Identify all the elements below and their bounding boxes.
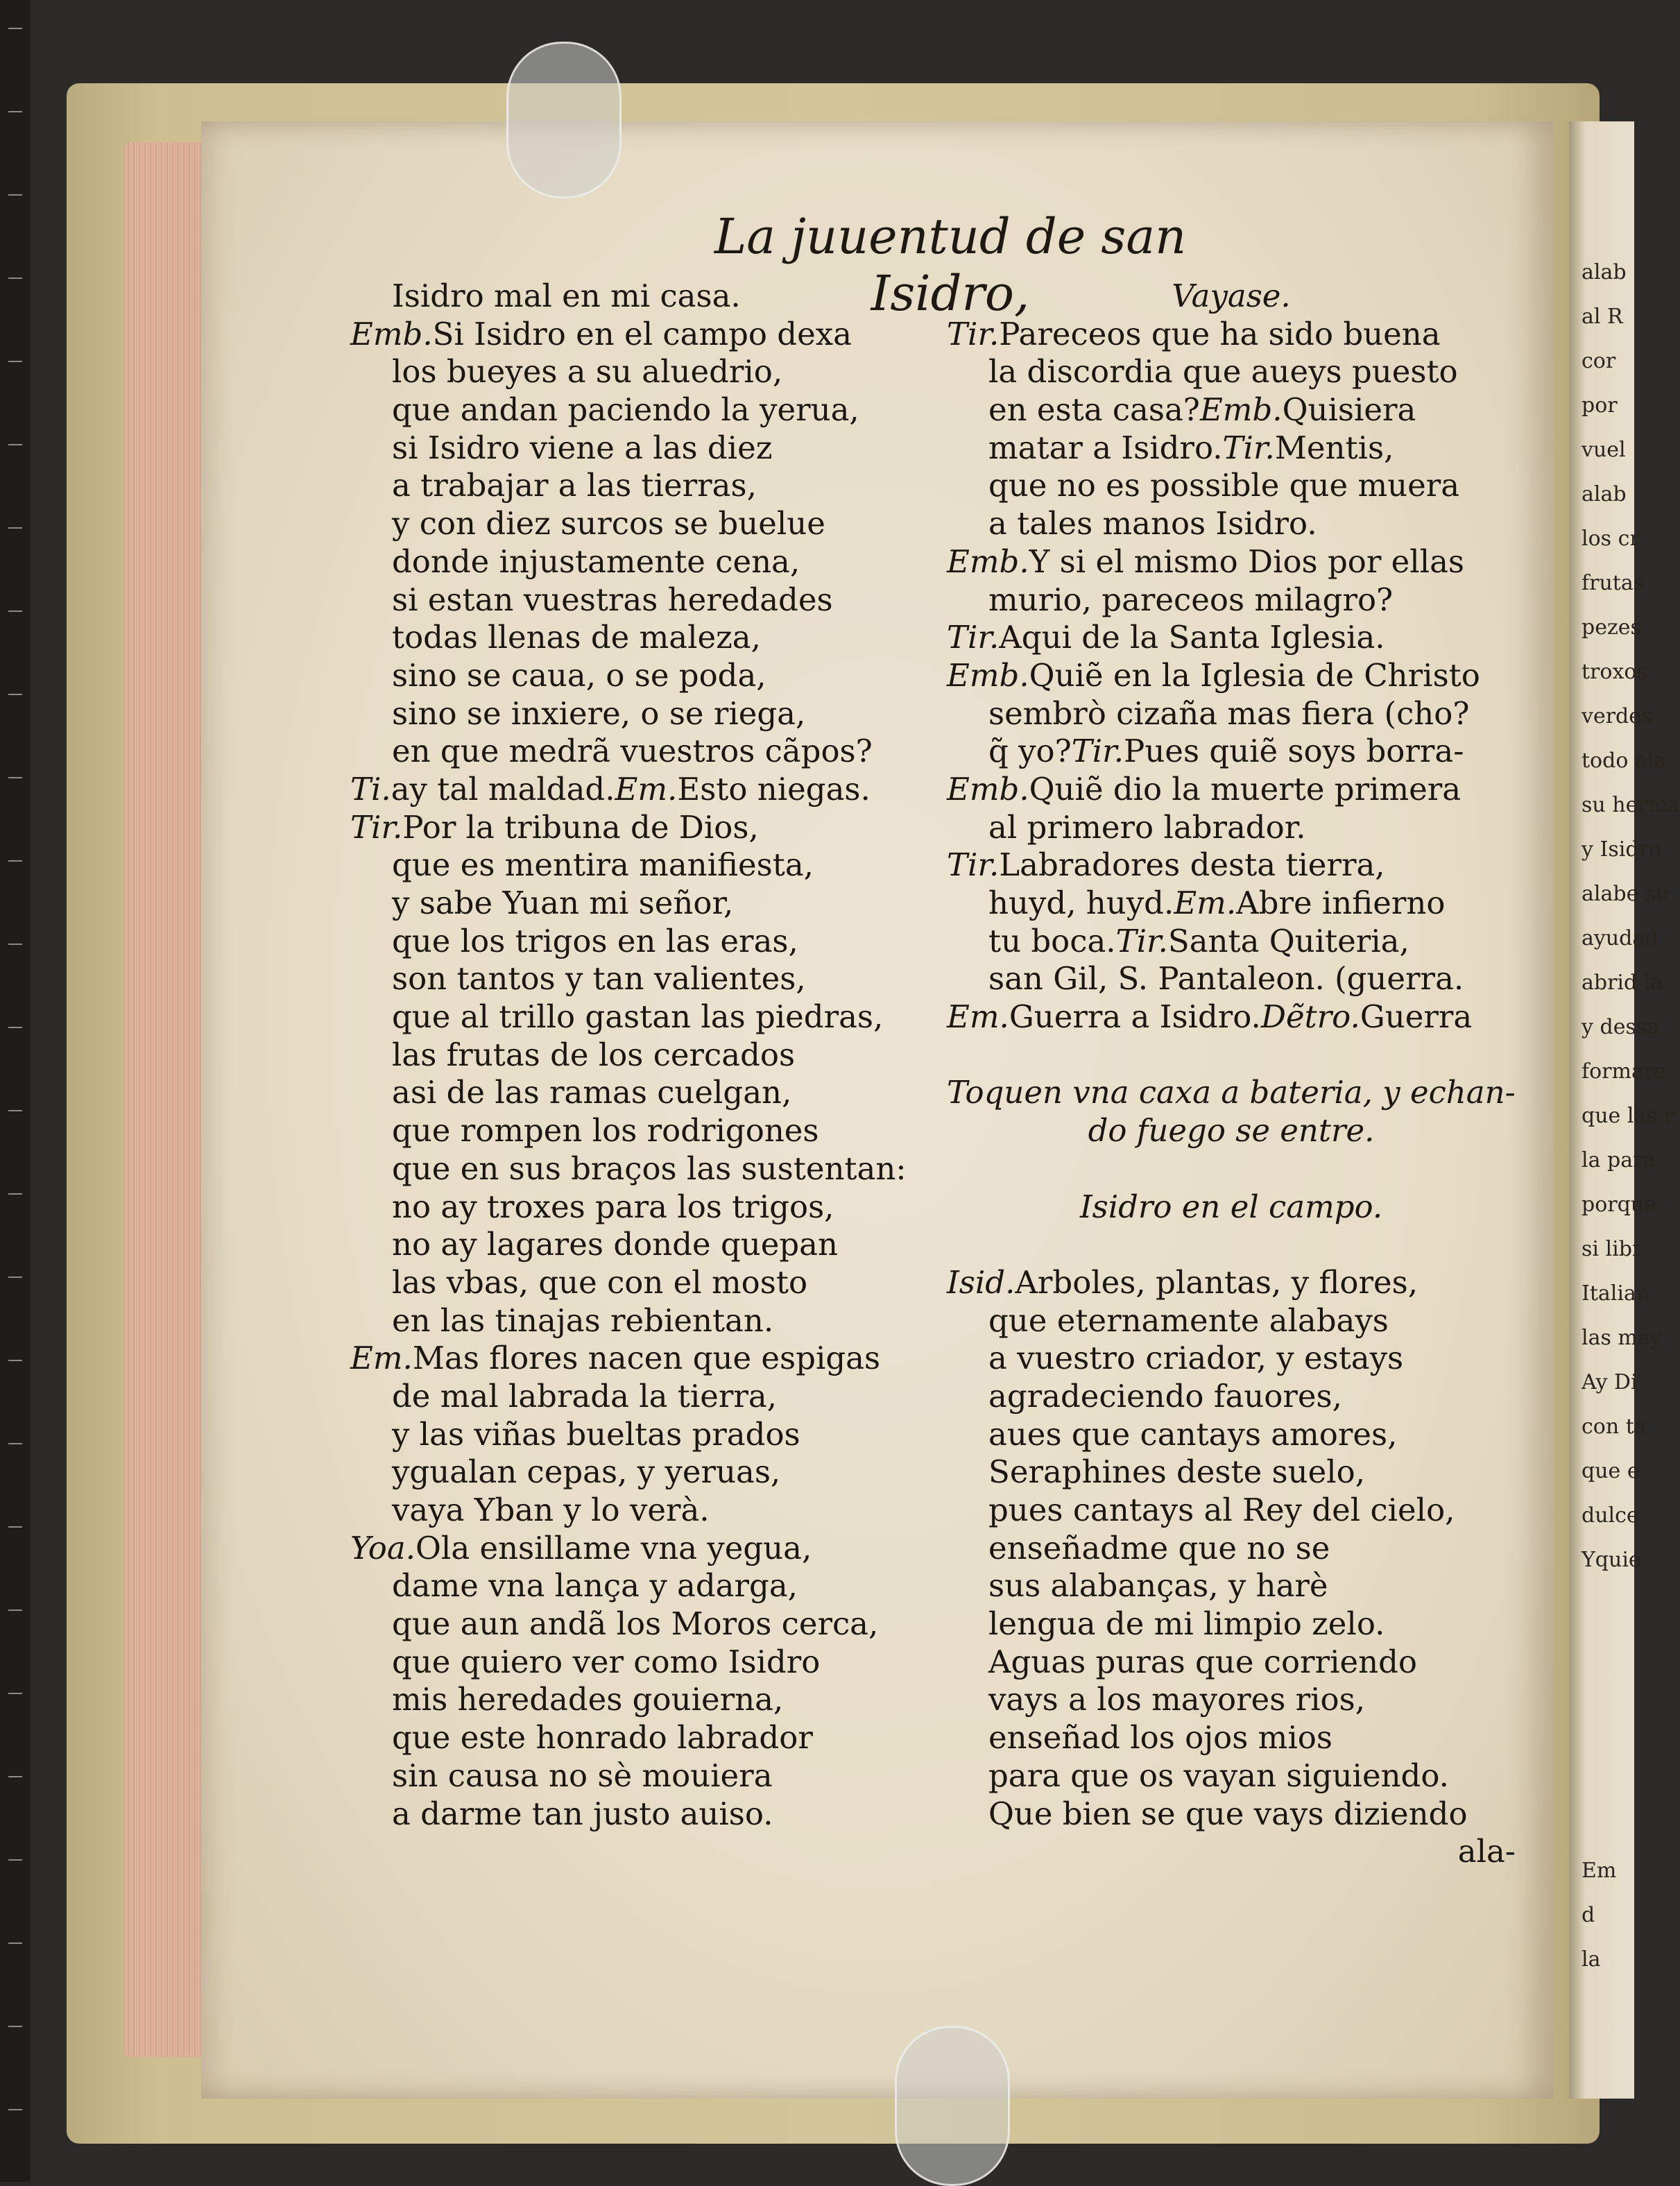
- verse-text: Arboles, plantas, y flores,: [1015, 1263, 1418, 1301]
- speaker-label: Emb.: [350, 315, 433, 352]
- verse-text: ygualan cepas, y yeruas,: [392, 1453, 781, 1491]
- page-clip-bottom: [895, 2026, 1010, 2186]
- facing-page-text: que las r: [1582, 1104, 1674, 1128]
- verse-line: [947, 1757, 1516, 1795]
- verse-line: [947, 771, 1516, 809]
- verse-text: Isidro en el campo.: [1079, 1188, 1383, 1225]
- verse-line: [350, 885, 933, 923]
- verse-line: [350, 657, 933, 695]
- verse-text: vays a los mayores rios,: [988, 1681, 1366, 1718]
- speaker-label: Em.: [1174, 885, 1237, 921]
- verse-line: [947, 353, 1516, 391]
- verse-line: [947, 429, 1516, 468]
- verse-line: [947, 1378, 1516, 1416]
- scale-tick: [8, 1609, 22, 1611]
- verse-line: [350, 1112, 933, 1150]
- scale-tick: [8, 277, 22, 279]
- verse-line: [350, 1074, 933, 1112]
- verse-text: Que bien se que vays diziendo: [988, 1795, 1468, 1832]
- verse-line: [947, 1226, 1516, 1264]
- speaker-label: Em.: [947, 998, 1009, 1036]
- scale-tick: [8, 1110, 22, 1111]
- verse-line: [350, 1302, 933, 1340]
- speaker-label: Isid.: [947, 1263, 1015, 1301]
- verse-line: [350, 1036, 933, 1075]
- verse-text: que quiero ver como Isidro: [392, 1643, 821, 1680]
- verse-line: [947, 1264, 1516, 1302]
- verse-text: agradeciendo fauores,: [988, 1377, 1342, 1415]
- verse-line: [350, 505, 933, 543]
- verse-text: dame vna lança y adarga,: [392, 1567, 798, 1605]
- verse-line: [947, 1567, 1516, 1605]
- verse-line: [947, 1719, 1516, 1757]
- scale-tick: [8, 1360, 22, 1361]
- verse-line: [947, 846, 1516, 885]
- verse-text: Quiẽ en la Iglesia de Christo: [1029, 656, 1480, 694]
- verse-text: y sabe Yuan mi señor,: [392, 885, 734, 921]
- verse-text: sus alabanças, y harè: [988, 1567, 1328, 1605]
- facing-page-text: la para: [1582, 1148, 1656, 1172]
- verse-text: las vbas, que con el mosto: [392, 1263, 808, 1301]
- facing-page-text: por: [1582, 393, 1618, 418]
- verse-text: Pues quiẽ soys borra-: [1124, 733, 1464, 770]
- verse-text: que aun andã los Moros cerca,: [392, 1605, 879, 1643]
- verse-line: [947, 998, 1516, 1036]
- verse-line: [947, 1150, 1516, 1188]
- verse-text: Esto niegas.: [677, 770, 871, 808]
- verse-text: Seraphines deste suelo,: [988, 1453, 1366, 1491]
- verse-text: si Isidro viene a las diez: [392, 429, 773, 466]
- verse-text: donde injustamente cena,: [392, 543, 800, 580]
- verse-line: [350, 998, 933, 1036]
- verse-line: [947, 505, 1516, 543]
- facing-page-text: que e: [1582, 1459, 1640, 1483]
- verse-text: todas llenas de maleza,: [392, 619, 761, 656]
- facing-page-text: Yquie: [1582, 1548, 1641, 1572]
- verse-line: [947, 1074, 1516, 1112]
- speaker-label: Emb.: [947, 543, 1029, 580]
- scale-tick: [8, 777, 22, 778]
- facing-page-text: ayudad: [1582, 926, 1658, 950]
- verse-text: vaya Yban y lo verà.: [392, 1492, 710, 1528]
- verse-text: que es mentira manifiesta,: [392, 846, 814, 884]
- verse-line: [947, 1795, 1516, 1834]
- verse-line: [350, 429, 933, 468]
- verse-text: do fuego se entre.: [1088, 1112, 1375, 1150]
- verse-text: sembrò cizaña mas fiera (cho?: [988, 694, 1470, 732]
- facing-page-text: la: [1582, 1947, 1601, 1972]
- scale-tick: [8, 111, 22, 112]
- scale-tick: [8, 527, 22, 529]
- facing-page-text: su herma: [1582, 793, 1680, 817]
- speaker-label: Tir.: [1115, 922, 1168, 959]
- verse-line: [947, 1605, 1516, 1643]
- verse-text: Ola ensillame vna yegua,: [415, 1529, 812, 1566]
- left-column: [350, 277, 933, 1833]
- facing-page-text: formare: [1582, 1059, 1666, 1084]
- verse-text: lengua de mi limpio zelo.: [988, 1605, 1385, 1643]
- verse-text: en esta casa?: [988, 391, 1200, 429]
- verse-text: tu boca.: [988, 922, 1116, 959]
- verse-text: san Gil, S. Pantaleon. (guerra.: [988, 960, 1464, 998]
- verse-line: [947, 1188, 1516, 1227]
- scale-tick: [8, 1193, 22, 1195]
- scale-tick: [8, 1443, 22, 1444]
- verse-text: a vuestro criador, y estays: [988, 1340, 1404, 1377]
- verse-line: [350, 695, 933, 733]
- verse-text: Mentis,: [1274, 429, 1394, 466]
- verse-line: [350, 809, 933, 847]
- verse-text: al primero labrador.: [988, 808, 1306, 846]
- verse-text: en las tinajas rebientan.: [392, 1301, 774, 1339]
- verse-text: a darme tan justo auiso.: [392, 1795, 773, 1832]
- verse-text: sino se inxiere, o se riega,: [392, 694, 806, 732]
- speaker-label: Ti.: [350, 770, 391, 808]
- scale-tick: [8, 860, 22, 862]
- verse-text: son tantos y tan valientes,: [392, 960, 806, 998]
- speaker-label: Em.: [615, 770, 678, 808]
- verse-text: que este honrado labrador: [392, 1719, 813, 1757]
- speaker-label: Tir.: [947, 846, 1000, 884]
- page-clip-top: [506, 42, 622, 198]
- verse-line: [350, 1795, 933, 1834]
- verse-text: y las viñas bueltas prados: [392, 1415, 800, 1453]
- verse-text: Labradores desta tierra,: [999, 846, 1385, 884]
- verse-text: Aguas puras que corriendo: [988, 1643, 1417, 1680]
- verse-line: [947, 960, 1516, 998]
- facing-page-text: Ay Di: [1582, 1370, 1638, 1394]
- verse-line: [350, 1492, 933, 1530]
- verse-line: [947, 1112, 1516, 1150]
- verse-text: huyd, huyd.: [988, 885, 1174, 921]
- scale-tick: [8, 1526, 22, 1528]
- facing-page-text: Italian: [1582, 1281, 1650, 1306]
- verse-line: [350, 1150, 933, 1188]
- verse-text: que eternamente alabays: [988, 1301, 1389, 1339]
- scale-tick: [8, 2026, 22, 2027]
- facing-page-text: porque: [1582, 1193, 1656, 1217]
- verse-line: [947, 695, 1516, 733]
- facing-page-text: al R: [1582, 305, 1623, 329]
- speaker-label: Tir.: [947, 315, 1000, 352]
- verse-line: [350, 316, 933, 354]
- verse-text: los bueyes a su aluedrio,: [392, 353, 783, 391]
- verse-line: [947, 1453, 1516, 1492]
- verse-line: [947, 1416, 1516, 1454]
- running-head: La juuentud de san Isidro,: [714, 208, 1187, 322]
- verse-line: [350, 1226, 933, 1264]
- scale-tick: [8, 2109, 22, 2110]
- verse-line: [947, 1492, 1516, 1530]
- facing-page-fragment: [1569, 121, 1680, 2099]
- speaker-label: Tir.: [1222, 429, 1275, 466]
- verse-text: ay tal maldad.: [391, 770, 615, 808]
- verse-text: las frutas de los cercados: [392, 1036, 796, 1073]
- verse-line: [350, 923, 933, 961]
- verse-text: Quisiera: [1282, 391, 1416, 429]
- verse-text: que al trillo gastan las piedras,: [392, 998, 884, 1036]
- facing-page-text: todo ala: [1582, 749, 1667, 773]
- verse-line: [947, 1302, 1516, 1340]
- scale-tick: [8, 194, 22, 196]
- verse-line: [947, 467, 1516, 505]
- verse-line: [350, 619, 933, 657]
- verse-line: [947, 1530, 1516, 1568]
- verse-line: [947, 1643, 1516, 1682]
- verse-text: a tales manos Isidro.: [988, 505, 1317, 543]
- verse-line: [350, 1757, 933, 1795]
- verse-line: [947, 543, 1516, 581]
- verse-text: q̃ yo?: [988, 733, 1072, 770]
- facing-page-text: pezes: [1582, 615, 1641, 640]
- verse-line: [947, 923, 1516, 961]
- verse-line: [350, 1453, 933, 1492]
- speaker-label: Emb.: [947, 770, 1029, 808]
- verse-line: [350, 1378, 933, 1416]
- scale-tick: [8, 28, 22, 29]
- verse-line: [947, 733, 1516, 771]
- scale-tick: [8, 361, 22, 362]
- verse-line: [947, 581, 1516, 620]
- verse-text: a trabajar a las tierras,: [392, 467, 757, 504]
- facing-page-text: frutas: [1582, 571, 1645, 595]
- verse-line: [947, 316, 1516, 354]
- verse-text: que rompen los rodrigones: [392, 1112, 819, 1150]
- speaker-label: Tir.: [350, 808, 403, 846]
- verse-line: [947, 391, 1516, 429]
- speaker-label: Dẽtro.: [1260, 998, 1360, 1036]
- facing-page-text: Em: [1582, 1859, 1617, 1883]
- verse-line: [947, 1833, 1516, 1871]
- scale-tick: [8, 1027, 22, 1028]
- facing-page-text: alabe su: [1582, 882, 1670, 906]
- verse-text: Quiẽ dio la muerte primera: [1029, 770, 1462, 808]
- verse-text: y con diez surcos se buelue: [392, 505, 825, 543]
- scale-tick: [8, 1859, 22, 1861]
- verse-text: Y si el mismo Dios por ellas: [1029, 543, 1465, 580]
- right-column: [947, 277, 1516, 1871]
- facing-page-text: los cr: [1582, 527, 1640, 551]
- verse-text: que los trigos en las eras,: [392, 922, 798, 959]
- verse-line: [350, 1681, 933, 1719]
- facing-page-text: y Isidro: [1582, 837, 1661, 862]
- verse-line: [350, 277, 933, 316]
- verse-text: de mal labrada la tierra,: [392, 1377, 778, 1415]
- verse-line: [947, 885, 1516, 923]
- verse-line: [350, 1567, 933, 1605]
- verse-line: [350, 1643, 933, 1682]
- verse-line: [947, 809, 1516, 847]
- scale-tick: [8, 943, 22, 945]
- facing-page-text: las may: [1582, 1326, 1662, 1350]
- facing-page-text: si libr: [1582, 1237, 1643, 1261]
- verse-text: asi de las ramas cuelgan,: [392, 1074, 792, 1111]
- verse-text: Guerra a Isidro.: [1009, 998, 1261, 1036]
- verse-text: no ay lagares donde quepan: [392, 1226, 838, 1263]
- verse-text: Aqui de la Santa Iglesia.: [999, 619, 1385, 656]
- verse-text: aues que cantays amores,: [988, 1415, 1398, 1453]
- verse-text: pues cantays al Rey del cielo,: [988, 1492, 1455, 1528]
- verse-text: la discordia que aueys puesto: [988, 353, 1458, 391]
- verse-text: enseñadme que no se: [988, 1529, 1330, 1566]
- verse-text: Mas flores nacen que espigas: [412, 1340, 881, 1377]
- verse-line: [350, 960, 933, 998]
- verse-line: [350, 543, 933, 581]
- verse-line: [947, 619, 1516, 657]
- scale-bar: [0, 0, 31, 2182]
- verse-line: [947, 1340, 1516, 1378]
- facing-page-text: dulce: [1582, 1503, 1639, 1528]
- facing-page-text: verdes: [1582, 704, 1652, 728]
- scale-tick: [8, 1276, 22, 1278]
- verse-text: matar a Isidro.: [988, 429, 1223, 466]
- facing-page-text: d: [1582, 1903, 1595, 1927]
- verse-line: [947, 1681, 1516, 1719]
- scale-tick: [8, 610, 22, 612]
- verse-line: [350, 1340, 933, 1378]
- scale-tick: [8, 1942, 22, 1944]
- verse-text: en que medrã vuestros cãpos?: [392, 733, 873, 770]
- facing-page-text: y dessa: [1582, 1015, 1660, 1039]
- verse-line: [947, 1036, 1516, 1075]
- verse-line: [947, 657, 1516, 695]
- facing-page-text: con ta: [1582, 1415, 1647, 1439]
- verse-text: que en sus braços las sustentan:: [392, 1150, 907, 1187]
- verse-text: para que os vayan siguiendo.: [988, 1757, 1449, 1794]
- verse-line: [947, 277, 1516, 316]
- facing-page-text: alab: [1582, 482, 1627, 506]
- facing-page-text: troxos: [1582, 660, 1647, 684]
- facing-page-text: abrid la: [1582, 971, 1663, 995]
- verse-text: enseñad los ojos mios: [988, 1719, 1332, 1757]
- facing-page-text: cor: [1582, 349, 1616, 373]
- scale-tick: [8, 1776, 22, 1777]
- verse-line: [350, 467, 933, 505]
- verse-text: mis heredades gouierna,: [392, 1681, 784, 1718]
- verse-text: Guerra: [1360, 998, 1473, 1036]
- scale-tick: [8, 694, 22, 695]
- verse-line: [350, 771, 933, 809]
- verse-text: si estan vuestras heredades: [392, 581, 833, 618]
- verse-text: Si Isidro en el campo dexa: [432, 315, 852, 352]
- verse-line: [350, 846, 933, 885]
- verse-text: que no es possible que muera: [988, 467, 1460, 504]
- speaker-label: Tir.: [1071, 733, 1124, 770]
- verse-text: murio, pareceos milagro?: [988, 581, 1394, 618]
- verse-text: Toquen vna caxa a bateria, y echan-: [947, 1074, 1516, 1111]
- verse-text: ala-: [1457, 1833, 1516, 1870]
- verse-line: [350, 1530, 933, 1568]
- verse-text: Vayase.: [1172, 277, 1291, 314]
- verse-text: Por la tribuna de Dios,: [402, 808, 759, 846]
- verse-line: [350, 1264, 933, 1302]
- verse-line: [350, 353, 933, 391]
- facing-page-text: alab: [1582, 260, 1627, 284]
- verse-text: que andan paciendo la yerua,: [392, 391, 859, 429]
- verse-text: Pareceos que ha sido buena: [999, 315, 1441, 352]
- page-edges: [125, 142, 208, 2057]
- verse-line: [350, 581, 933, 620]
- verse-line: [350, 1605, 933, 1643]
- scale-tick: [8, 1693, 22, 1694]
- verse-text: Abre infierno: [1236, 885, 1446, 921]
- verse-line: [350, 391, 933, 429]
- verse-text: Isidro mal en mi casa.: [392, 277, 741, 314]
- verse-line: [350, 733, 933, 771]
- scale-tick: [8, 444, 22, 445]
- verse-text: sino se caua, o se poda,: [392, 656, 766, 694]
- speaker-label: Tir.: [947, 619, 1000, 656]
- verse-line: [350, 1416, 933, 1454]
- verse-line: [350, 1719, 933, 1757]
- speaker-label: Yoa.: [350, 1529, 416, 1566]
- speaker-label: Emb.: [947, 656, 1029, 694]
- facing-page-text: vuel: [1582, 438, 1626, 462]
- speaker-label: Em.: [350, 1340, 413, 1377]
- verse-line: [350, 1188, 933, 1227]
- speaker-label: Emb.: [1199, 391, 1283, 429]
- verse-text: Santa Quiteria,: [1167, 922, 1409, 959]
- verse-text: no ay troxes para los trigos,: [392, 1188, 834, 1225]
- verse-text: sin causa no sè mouiera: [392, 1757, 773, 1794]
